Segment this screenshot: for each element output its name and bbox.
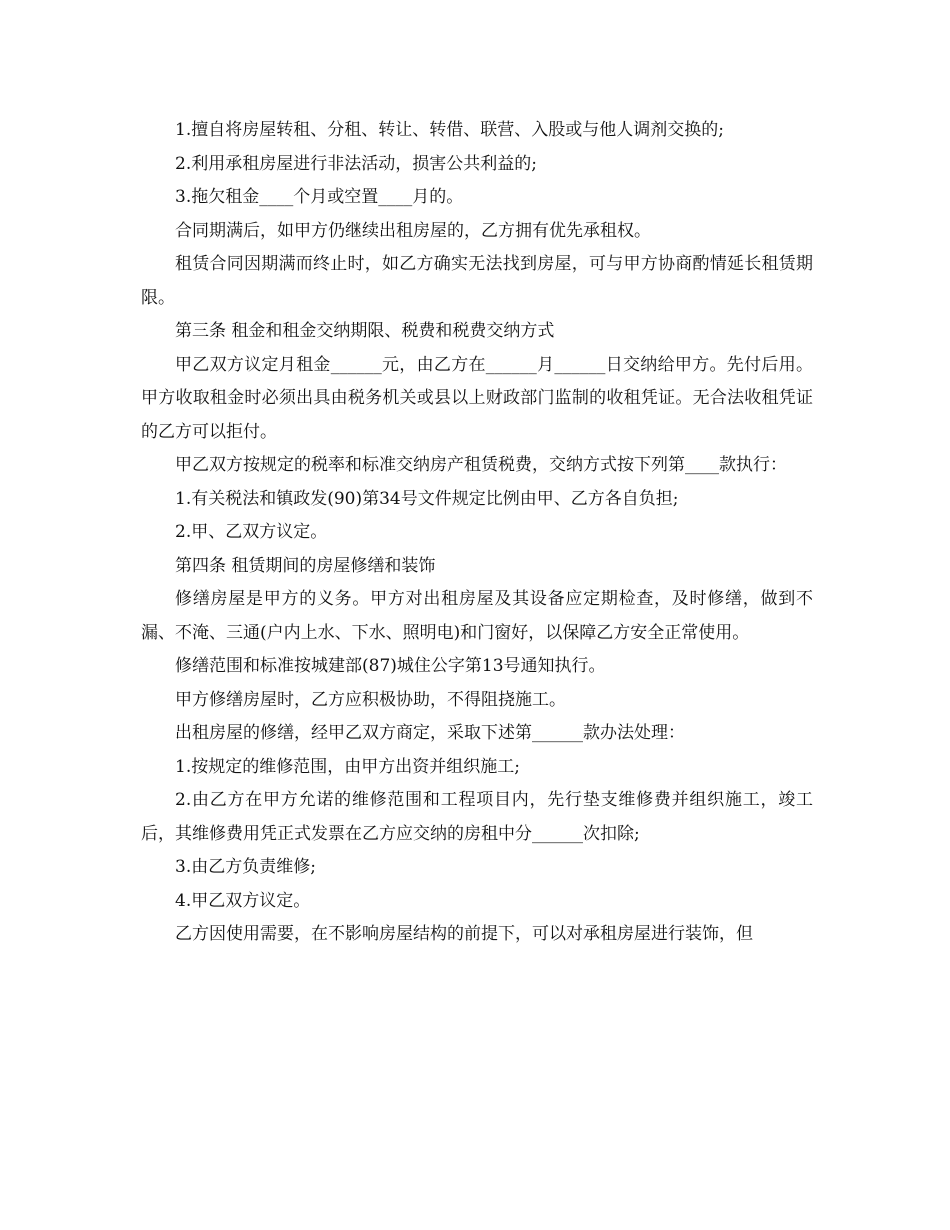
priority-lease-paragraph: 合同期满后，如甲方仍继续出租房屋的，乙方拥有优先承租权。 [175, 220, 651, 241]
clause-item-2: 2.利用承租房屋进行非法活动，损害公共利益的; [175, 153, 537, 174]
repair-cooperation-paragraph: 甲方修缮房屋时，乙方应积极协助，不得阻挠施工。 [175, 689, 566, 710]
document-body [141, 114, 813, 952]
tax-payment-paragraph: 甲乙双方按规定的税率和标准交纳房产租赁税费，交纳方式按下列第____款执行： [175, 455, 787, 475]
repair-option-1: 1.按规定的维修范围，由甲方出资并组织施工; [175, 756, 520, 777]
decoration-paragraph: 乙方因使用需要，在不影响房屋结构的前提下，可以对承租房屋进行装饰，但 [175, 924, 753, 944]
rent-payment-paragraph: 甲乙双方议定月租金______元，由乙方在______月______日交纳给甲方。先付后用。甲方收取租金时必须出具由税务机关或县以上财政部门监制的收租凭证。无合法收租凭证的乙方可以拒付。 [141, 354, 813, 442]
repair-scope-paragraph: 修缮范围和标准按城建部(87)城住公字第13号通知执行。 [175, 656, 606, 676]
repair-option-4: 4.甲乙双方议定。 [175, 890, 311, 911]
tax-option-1: 1.有关税法和镇政发(90)第34号文件规定比例由甲、乙方各自负担; [175, 488, 679, 509]
repair-option-2: 2.由乙方在甲方允诺的维修范围和工程项目内，先行垫支维修费并组织施工，竣工后，其维修费用凭正式发票在乙方应交纳的房租中分______次扣除; [141, 790, 813, 844]
repair-method-paragraph: 出租房屋的修缮，经甲乙双方商定，采取下述第______款办法处理： [175, 723, 685, 743]
repair-duty-paragraph: 修缮房屋是甲方的义务。甲方对出租房屋及其设备应定期检查，及时修缮，做到不漏、不淹、三通(户内上水、下水、照明电)和门窗好，以保障乙方安全正常使用。 [141, 589, 813, 643]
article-4-heading: 第四条 租赁期间的房屋修缮和装饰 [175, 555, 436, 576]
clause-item-3: 3.拖欠租金____个月或空置____月的。 [175, 187, 464, 207]
tax-option-2: 2.甲、乙双方议定。 [175, 522, 328, 542]
clause-item-1: 1.擅自将房屋转租、分租、转让、转借、联营、入股或与他人调剂交换的; [175, 120, 724, 140]
repair-option-3: 3.由乙方负责维修; [175, 857, 316, 877]
article-3-heading: 第三条 租金和租金交纳期限、税费和税费交纳方式 [175, 321, 555, 341]
lease-extension-paragraph: 租赁合同因期满而终止时，如乙方确实无法找到房屋，可与甲方协商酌情延长租赁期限。 [141, 254, 813, 308]
